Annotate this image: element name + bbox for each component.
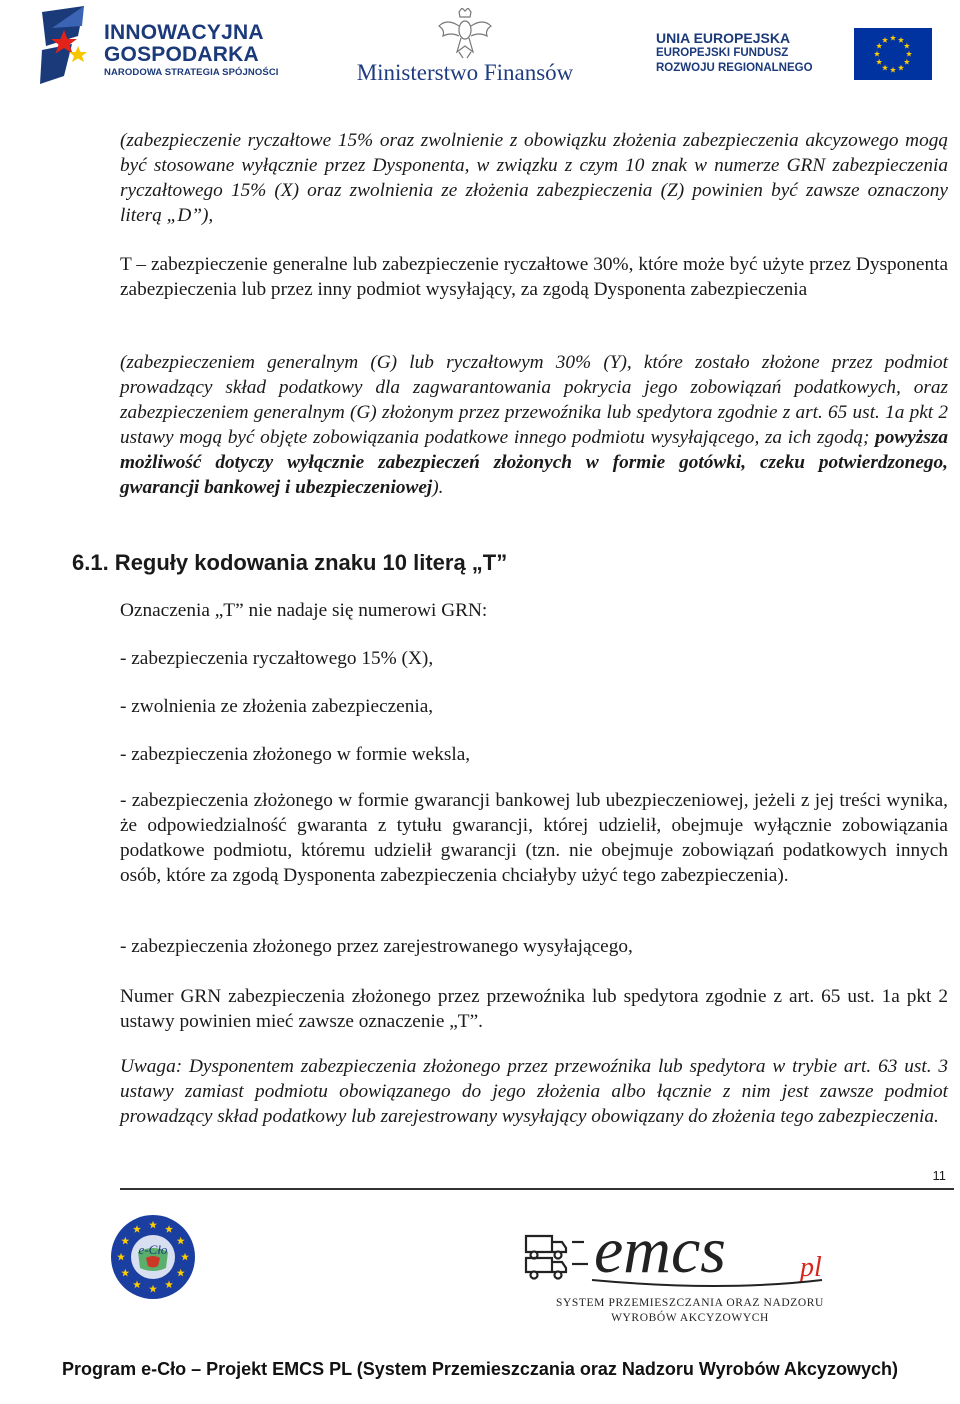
ministerstwo-finansow-logo	[340, 8, 590, 88]
page-number: 11	[932, 1168, 946, 1183]
paragraph-warning: Uwaga: Dysponentem zabezpieczenia złożonego przez przewoźnika lub spedytora w trybie art. 63 ust. 3 ustawy zamiast podmiotu obowiązanego do jego złożenia albo łącznie z nim jest zawsze podmiot prowadzący skład podatkowy lub zarejestrowany wysyłający obowiązany do złożenia tego zabezpieczenia.	[120, 1056, 948, 1127]
emcs-subtitle-line1: SYSTEM PRZEMIESZCZANIA ORAZ NADZORU	[556, 1297, 824, 1309]
t-note-text: (zabezpieczeniem generalnym (G) lub ryczałtowym 30% (Y), które zostało złożone przez podmiot prowadzący skład podatkowy dla zagwarantowania pokrycia jego zobowiązań podatkowych, oraz zabezpieczeniem generalnym (G) złożonym przez przewoźnika lub spedytora zgodnie z art. 65 ust. 1a pkt 2 ustawy mogą być objęte zobowiązania podatkowe innego podmiotu wysyłającego, za ich zgodą;	[120, 352, 948, 448]
paragraph-t-definition: T – zabezpieczenie generalne lub zabezpieczenie ryczałtowe 30%, które może być użyte przez Dysponenta zabezpieczenia lub przez inny podmiot wysyłający, za zgodą Dysponenta zabezpieczenia	[120, 254, 948, 300]
ue-logo-line2: EUROPEJSKI FUNDUSZ	[656, 47, 789, 59]
e-clo-logo	[110, 1214, 196, 1300]
paragraph-t-not-assigned: Oznaczenia „T” nie nadaje się numerowi GRN:	[120, 600, 488, 621]
ig-logo-line3: NARODOWA STRATEGIA SPÓJNOŚCI	[104, 67, 279, 78]
e-clo-emblem-icon	[110, 1214, 196, 1300]
emcs-pl-logo	[522, 1210, 858, 1330]
footer-program-line: Program e-Cło – Projekt EMCS PL (System Przemieszczania oraz Nadzoru Wyrobów Akcyzowych)	[62, 1359, 898, 1379]
footer-divider	[120, 1188, 954, 1190]
list-item-promissory-note: - zabezpieczenia złożonego w formie weksla,	[120, 744, 471, 765]
eu-flag-icon	[854, 28, 932, 80]
paragraph-t-note	[120, 350, 948, 500]
paragraph-carrier-grn: Numer GRN zabezpieczenia złożonego przez przewoźnika lub spedytora zgodnie z art. 65 ust. 1a pkt 2 ustawy powinien mieć zawsze oznaczenie „T”.	[120, 986, 948, 1032]
list-item-exemption: - zwolnienia ze złożenia zabezpieczenia,	[120, 696, 434, 717]
ig-logo-line1: INNOWACYJNA	[104, 21, 264, 44]
t-note-bold: powyższa możliwość dotyczy wyłącznie zabezpieczeń złożonych w formie gotówki, czeku potwierdzonego, gwarancji bankowej i ubezpieczeniowej	[120, 427, 948, 498]
list-item-lump-sum: - zabezpieczenia ryczałtowego 15% (X),	[120, 648, 434, 669]
list-item-bank-guarantee: - zabezpieczenia złożonego w formie gwarancji bankowej lub ubezpieczeniowej, jeżeli z jej treści wynika, że odpowiedzialność gwaranta z tytułu gwarancji, której udzielił, obejmuje wyłącznie zobowiązania podatkowe podmiotu, któremu udzielił gwarancji (tzn. nie obejmuje zobowiązań podatkowych innych osób, które za zgodą Dysponenta zabezpieczenia chciałyby użyć tego zabezpieczenia).	[120, 790, 948, 886]
section-heading: 6.1. Reguły kodowania znaku 10 literą „T”	[72, 550, 508, 575]
emcs-wordmark-icon	[522, 1210, 858, 1296]
list-item-registered-consignor: - zabezpieczenia złożonego przez zarejestrowanego wysyłającego,	[120, 936, 633, 957]
emcs-wordmark: emcs	[594, 1214, 726, 1287]
eagle-emblem-icon	[437, 8, 493, 60]
e-clo-logo-text: e-Cło	[138, 1242, 168, 1257]
ig-flag-icon	[38, 6, 98, 86]
t-note-end: ).	[432, 477, 444, 498]
ue-logo-line3: ROZWOJU REGIONALNEGO	[656, 62, 813, 74]
ue-logo-line1: UNIA EUROPEJSKA	[656, 30, 791, 46]
ig-logo-line2: GOSPODARKA	[104, 43, 259, 66]
paragraph-d-note: (zabezpieczenie ryczałtowe 15% oraz zwolnienie z obowiązku złożenia zabezpieczenia akcyzowego mogą być stosowane wyłącznie przez Dysponenta, w związku z czym 10 znak w numerze GRN zabezpieczenia ryczałtowego 15% (X) oraz zwolnienia ze złożenia zabezpieczenia (Z) powinien być zawsze oznaczony literą „D”),	[120, 130, 948, 226]
emcs-subtitle-line2: WYROBÓW AKCYZOWYCH	[611, 1312, 769, 1324]
innowacyjna-gospodarka-logo	[38, 6, 300, 86]
unia-europejska-logo	[656, 28, 932, 86]
ministerstwo-finansow-text: Ministerstwo Finansów	[356, 60, 574, 85]
emcs-pl-suffix: pl	[800, 1252, 822, 1283]
